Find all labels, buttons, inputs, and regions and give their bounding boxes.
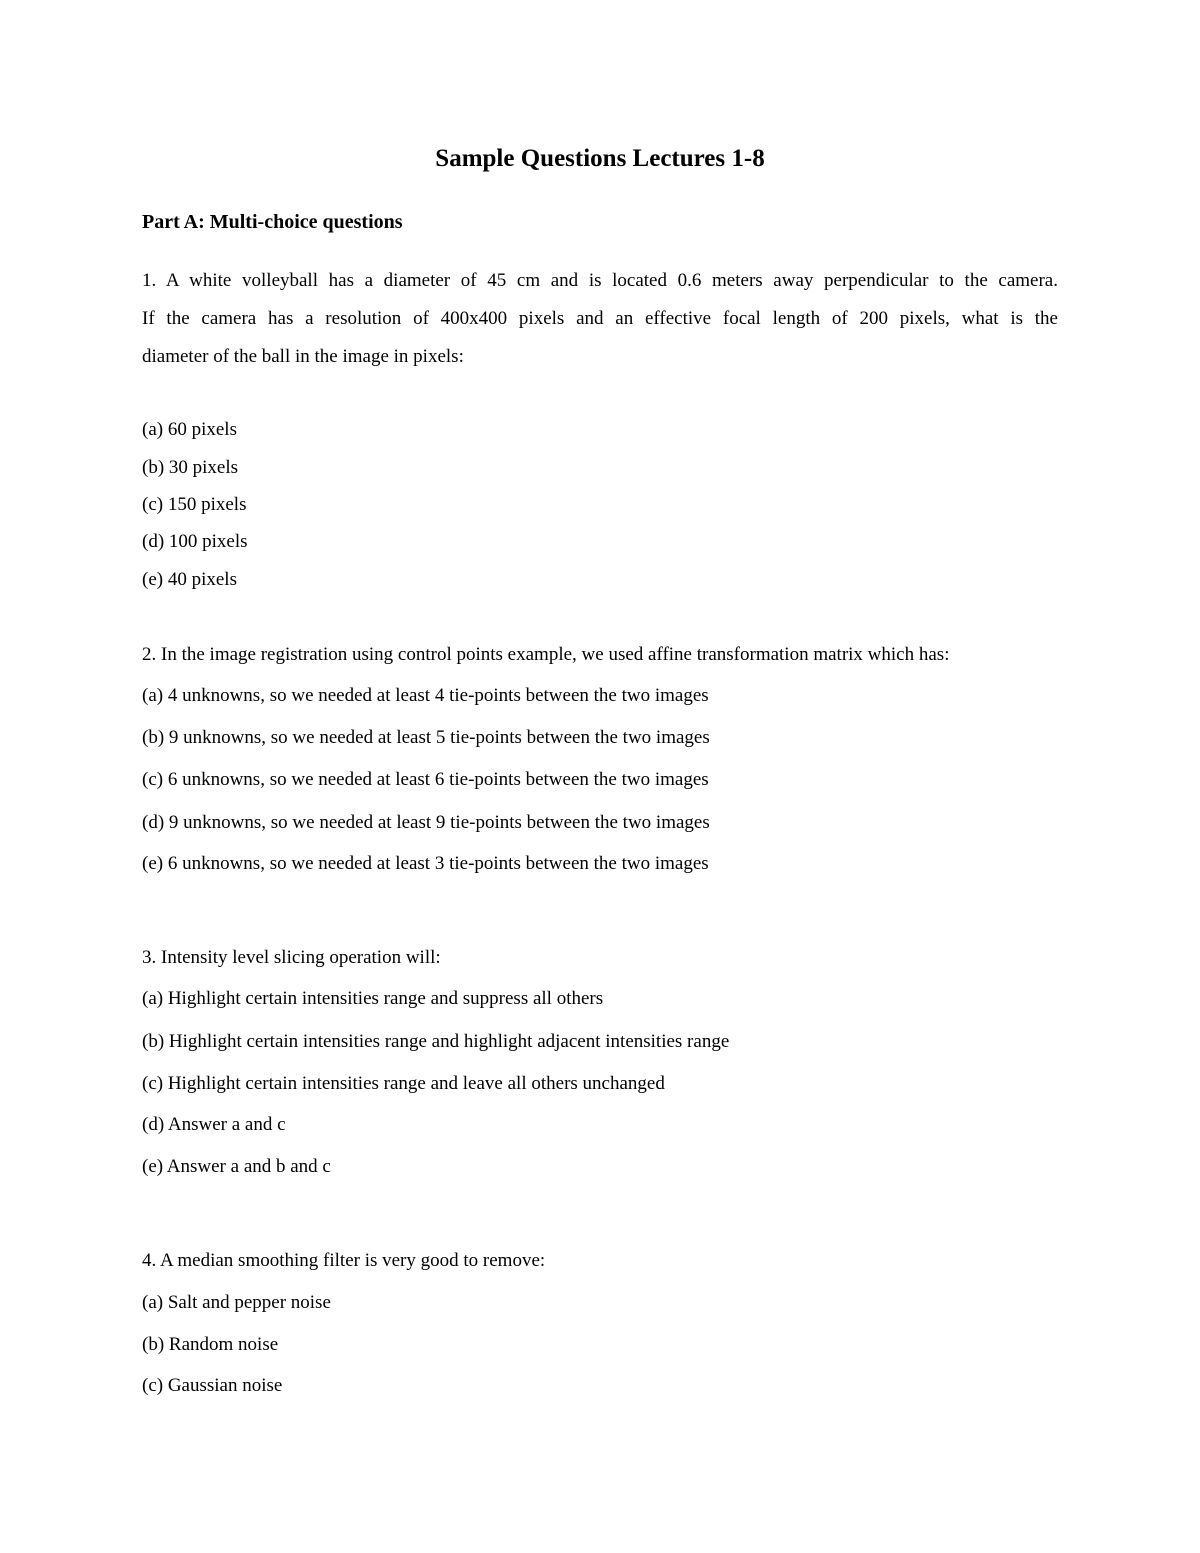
answer-option: (b) Random noise xyxy=(142,1334,279,1355)
question-stem-line: 2. In the image registration using control points example, we used affine transformation matrix which has: xyxy=(142,644,950,665)
answer-option: (e) 6 unknowns, so we needed at least 3 tie-points between the two images xyxy=(142,853,709,874)
question-stem-line: 3. Intensity level slicing operation will: xyxy=(142,947,441,968)
answer-option: (d) 9 unknowns, so we needed at least 9 tie-points between the two images xyxy=(142,812,710,833)
part-heading: Part A: Multi-choice questions xyxy=(142,211,403,233)
answer-option: (a) 60 pixels xyxy=(142,419,237,440)
answer-option: (b) 30 pixels xyxy=(142,457,239,478)
answer-option: (b) Highlight certain intensities range and highlight adjacent intensities range xyxy=(142,1031,730,1052)
question-stem-line: If the camera has a resolution of 400x400 pixels and an effective focal length of 200 pixels, what is the xyxy=(142,308,1058,329)
answer-option: (e) 40 pixels xyxy=(142,569,237,590)
page-title: Sample Questions Lectures 1-8 xyxy=(435,145,765,172)
answer-option: (a) Salt and pepper noise xyxy=(142,1292,331,1313)
answer-option: (d) Answer a and c xyxy=(142,1114,286,1135)
answer-option: (b) 9 unknowns, so we needed at least 5 tie-points between the two images xyxy=(142,727,710,748)
answer-option: (c) Gaussian noise xyxy=(142,1375,283,1396)
answer-option: (d) 100 pixels xyxy=(142,531,248,552)
answer-option: (c) Highlight certain intensities range and leave all others unchanged xyxy=(142,1073,665,1094)
question-stem-line: 4. A median smoothing filter is very good to remove: xyxy=(142,1250,546,1271)
question-stem-line: diameter of the ball in the image in pixels: xyxy=(142,346,464,367)
answer-option: (a) Highlight certain intensities range and suppress all others xyxy=(142,988,604,1009)
answer-option: (c) 150 pixels xyxy=(142,494,247,515)
answer-option: (a) 4 unknowns, so we needed at least 4 tie-points between the two images xyxy=(142,685,709,706)
answer-option: (e) Answer a and b and c xyxy=(142,1156,331,1177)
question-stem-line: 1. A white volleyball has a diameter of 45 cm and is located 0.6 meters away perpendicular to the camera. xyxy=(142,270,1058,291)
answer-option: (c) 6 unknowns, so we needed at least 6 tie-points between the two images xyxy=(142,769,709,790)
